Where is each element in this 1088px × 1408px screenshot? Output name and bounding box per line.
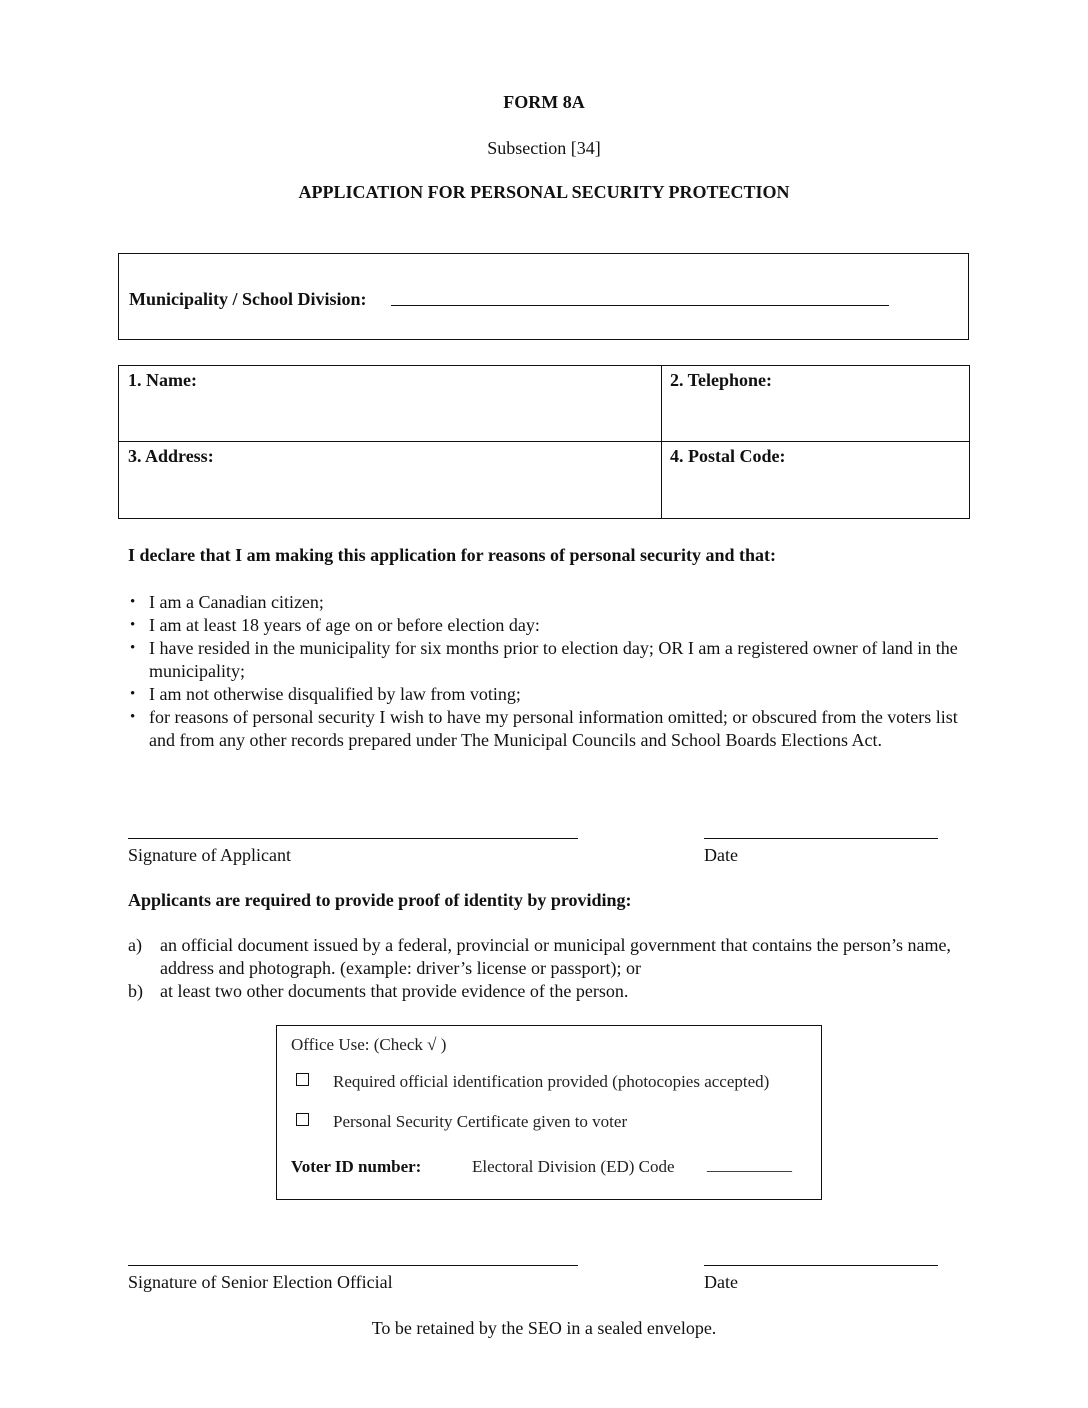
applicant-info-table: [118, 365, 970, 519]
office-use-title: Office Use: (Check √ ): [291, 1035, 447, 1054]
applicant-signature-label: Signature of Applicant: [128, 845, 291, 865]
applicant-date-label: Date: [704, 845, 738, 865]
municipality-box: [118, 253, 969, 340]
list-item: • I have resided in the municipality for six months prior to election day; OR I am a registered owner of land in the municipality;: [128, 637, 958, 683]
name-field-label: 1. Name:: [128, 370, 197, 390]
applicant-date-line[interactable]: [704, 838, 938, 839]
official-date-line[interactable]: [704, 1265, 938, 1266]
declaration-intro: I declare that I am making this application for reasons of personal security and that:: [128, 545, 777, 565]
declaration-list: [128, 591, 958, 752]
proof-intro: Applicants are required to provide proof of identity by providing:: [128, 890, 632, 910]
list-item-text: an official document issued by a federal, provincial or municipal government that contains the person’s name, address and photograph. (example: driver’s license or passport); or: [160, 935, 951, 978]
municipality-input-line[interactable]: [391, 305, 889, 306]
postal-code-input-area[interactable]: [663, 467, 968, 517]
telephone-field-label: 2. Telephone:: [670, 370, 773, 390]
certificate-checkbox[interactable]: [296, 1113, 309, 1126]
retention-note: To be retained by the SEO in a sealed envelope.: [371, 1318, 717, 1338]
applicant-signature-line[interactable]: [128, 838, 578, 839]
subsection-reference: Subsection [34]: [487, 138, 601, 158]
official-signature-label: Signature of Senior Election Official: [128, 1272, 393, 1292]
list-item: • for reasons of personal security I wish to have my personal information omitted; or obscured from the voters list and from any other records prepared under The Municipal Councils and School Boards Elections Act.: [128, 706, 958, 752]
ed-code-label: Electoral Division (ED) Code: [472, 1157, 675, 1176]
name-input-area[interactable]: [119, 391, 660, 439]
list-marker: a): [128, 935, 142, 955]
list-marker: b): [128, 981, 143, 1001]
list-item: • I am a Canadian citizen;: [128, 591, 958, 614]
office-use-box: [276, 1025, 822, 1200]
list-item: • I am at least 18 years of age on or before election day:: [128, 614, 958, 637]
voter-id-label: Voter ID number:: [291, 1157, 422, 1176]
official-date-label: Date: [704, 1272, 738, 1292]
table-divider-vertical: [661, 366, 662, 518]
telephone-input-area[interactable]: [663, 391, 968, 439]
list-item-text: at least two other documents that provide evidence of the person.: [160, 981, 629, 1001]
address-field-label: 3. Address:: [128, 446, 214, 466]
list-item: [128, 980, 958, 1003]
municipality-label: Municipality / School Division:: [129, 289, 367, 309]
proof-list: [128, 934, 958, 1003]
official-signature-line[interactable]: [128, 1265, 578, 1266]
identification-checkbox[interactable]: [296, 1073, 309, 1086]
ed-code-blank[interactable]: __________: [707, 1155, 792, 1174]
postal-code-field-label: 4. Postal Code:: [670, 446, 786, 466]
list-item: • I am not otherwise disqualified by law from voting;: [128, 683, 958, 706]
identification-checkbox-label: Required official identification provided (photocopies accepted): [333, 1072, 770, 1091]
certificate-checkbox-label: Personal Security Certificate given to voter: [333, 1112, 628, 1131]
table-divider-horizontal: [119, 441, 969, 442]
form-number: FORM 8A: [503, 92, 585, 112]
page-title: APPLICATION FOR PERSONAL SECURITY PROTECTION: [298, 182, 790, 202]
list-item: [128, 934, 958, 980]
address-input-area[interactable]: [119, 467, 660, 517]
